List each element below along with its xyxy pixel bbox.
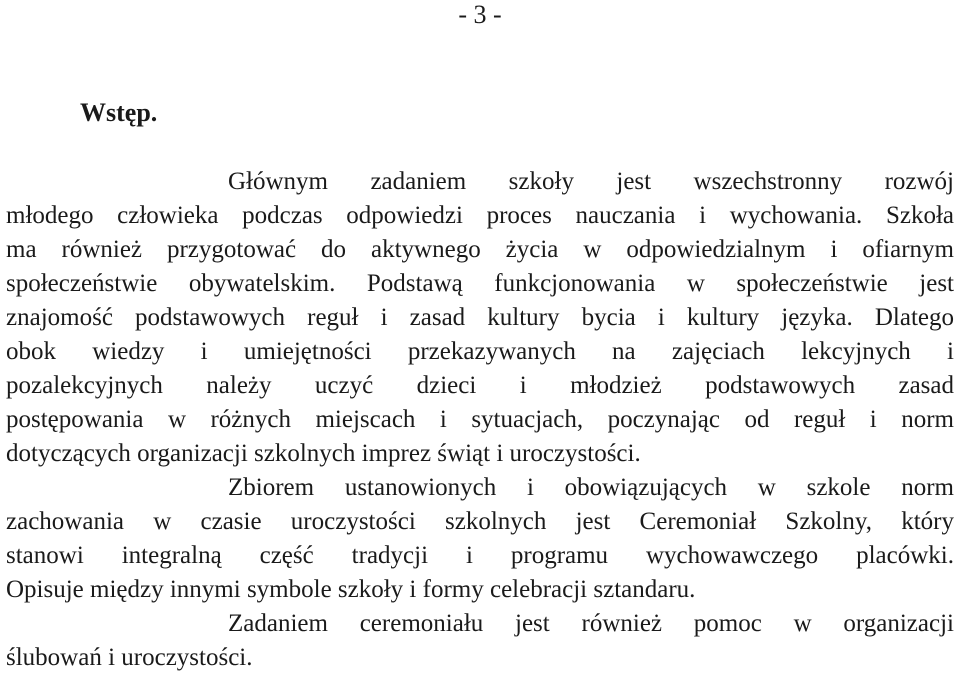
page-number: - 3 - <box>458 0 502 29</box>
text-line: pozalekcyjnych należy uczyć dzieci i młodzież podstawowych zasad <box>6 372 954 399</box>
text-line: obok wiedzy i umiejętności przekazywanych na zajęciach lekcyjnych i <box>6 338 954 365</box>
text-line: zachowania w czasie uroczystości szkolnych jest Ceremoniał Szkolny, który <box>6 508 954 535</box>
text-line: dotyczących organizacji szkolnych imprez świąt i uroczystości. <box>6 440 641 467</box>
text-line: ma również przygotować do aktywnego życia w odpowiedzialnym i ofiarnym <box>6 236 954 263</box>
text-line: młodego człowieka podczas odpowiedzi proces nauczania i wychowania. Szkoła <box>6 202 954 229</box>
section-heading: Wstęp. <box>80 98 158 127</box>
text-line: Zbiorem ustanowionych i obowiązujących w szkole norm <box>228 474 954 501</box>
text-line: ślubowań i uroczystości. <box>6 644 253 671</box>
text-line: postępowania w różnych miejscach i sytuacjach, poczynając od reguł i norm <box>6 406 954 433</box>
text-line: Głównym zadaniem szkoły jest wszechstronny rozwój <box>228 168 954 195</box>
text-line: stanowi integralną część tradycji i programu wychowawczego placówki. <box>6 542 954 569</box>
text-line: Opisuje między innymi symbole szkoły i formy celebracji sztandaru. <box>6 576 696 603</box>
text-line: społeczeństwie obywatelskim. Podstawą funkcjonowania w społeczeństwie jest <box>6 270 954 297</box>
text-line: Zadaniem ceremoniału jest również pomoc w organizacji <box>228 610 954 637</box>
text-line: znajomość podstawowych reguł i zasad kultury bycia i kultury języka. Dlatego <box>6 304 954 331</box>
